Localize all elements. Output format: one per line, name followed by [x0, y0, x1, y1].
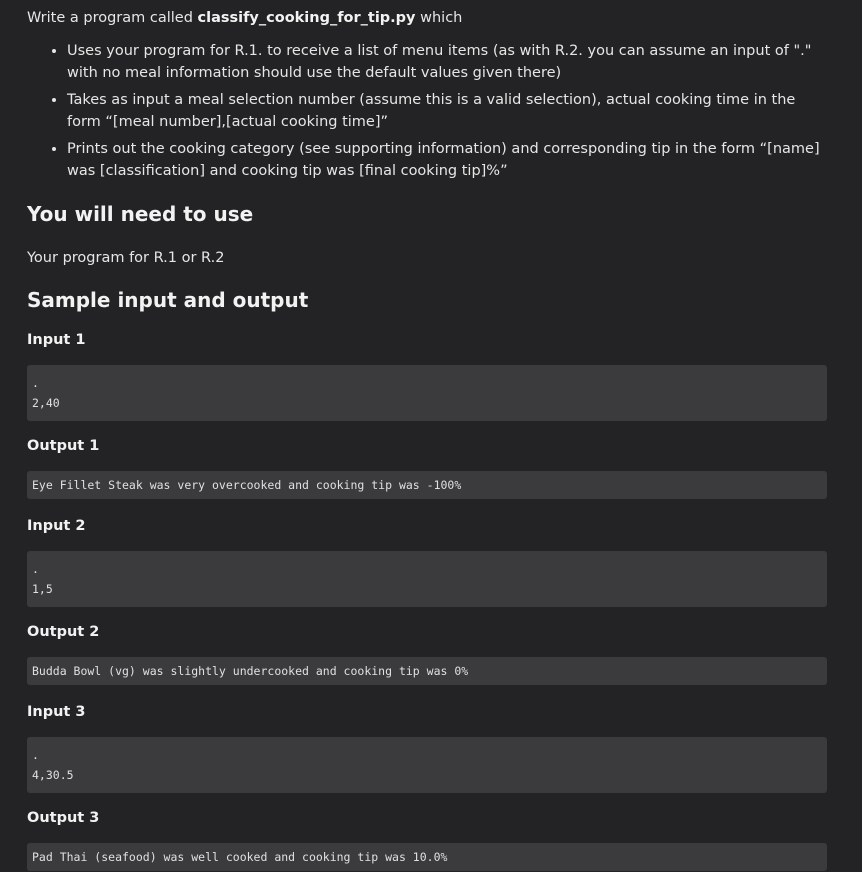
requirement-item: • Prints out the cooking category (see supporting information) and corresponding tip in the form “[name] was [classification] and cooking tip was [final cooking tip]%” [67, 138, 827, 182]
need-text: Your program for R.1 or R.2 [27, 250, 225, 266]
requirement-item: • Takes as input a meal selection number (assume this is a valid selection), actual cooking time in the form “[meal number],[actual cooking time]” [67, 89, 827, 133]
intro-suffix: which [415, 10, 463, 26]
input-3-label: Input 3 [27, 704, 86, 720]
output-3-code [27, 843, 827, 871]
input-1-label: Input 1 [27, 332, 86, 348]
output-1-label: Output 1 [27, 438, 100, 454]
code-line: . [32, 562, 39, 576]
sample-heading: Sample input and output [27, 288, 309, 312]
input-2-label: Input 2 [27, 518, 86, 534]
code-line: 1,5 [32, 582, 53, 596]
need-heading: You will need to use [27, 202, 254, 226]
code-line: . [32, 376, 39, 390]
input-1-code [27, 365, 827, 421]
code-line: Eye Fillet Steak was very overcooked and cooking tip was -100% [32, 478, 462, 492]
requirements-list [27, 40, 827, 182]
output-2-code [27, 657, 827, 685]
code-line: 4,30.5 [32, 768, 74, 782]
input-2-code [27, 551, 827, 607]
code-line: Pad Thai (seafood) was well cooked and cooking tip was 10.0% [32, 850, 448, 864]
intro-prefix: Write a program called [27, 10, 198, 26]
output-3-label: Output 3 [27, 810, 100, 826]
output-1-code [27, 471, 827, 499]
output-2-label: Output 2 [27, 624, 100, 640]
requirement-item: • Uses your program for R.1. to receive a list of menu items (as with R.2. you can assume an input of "." with no meal information should use the default values given there) [67, 40, 827, 84]
program-filename: classify_cooking_for_tip.py [197, 10, 416, 26]
code-line: . [32, 748, 39, 762]
code-line: 2,40 [32, 396, 60, 410]
input-3-code [27, 737, 827, 793]
intro-paragraph [27, 7, 827, 29]
code-line: Budda Bowl (vg) was slightly undercooked and cooking tip was 0% [32, 664, 469, 678]
